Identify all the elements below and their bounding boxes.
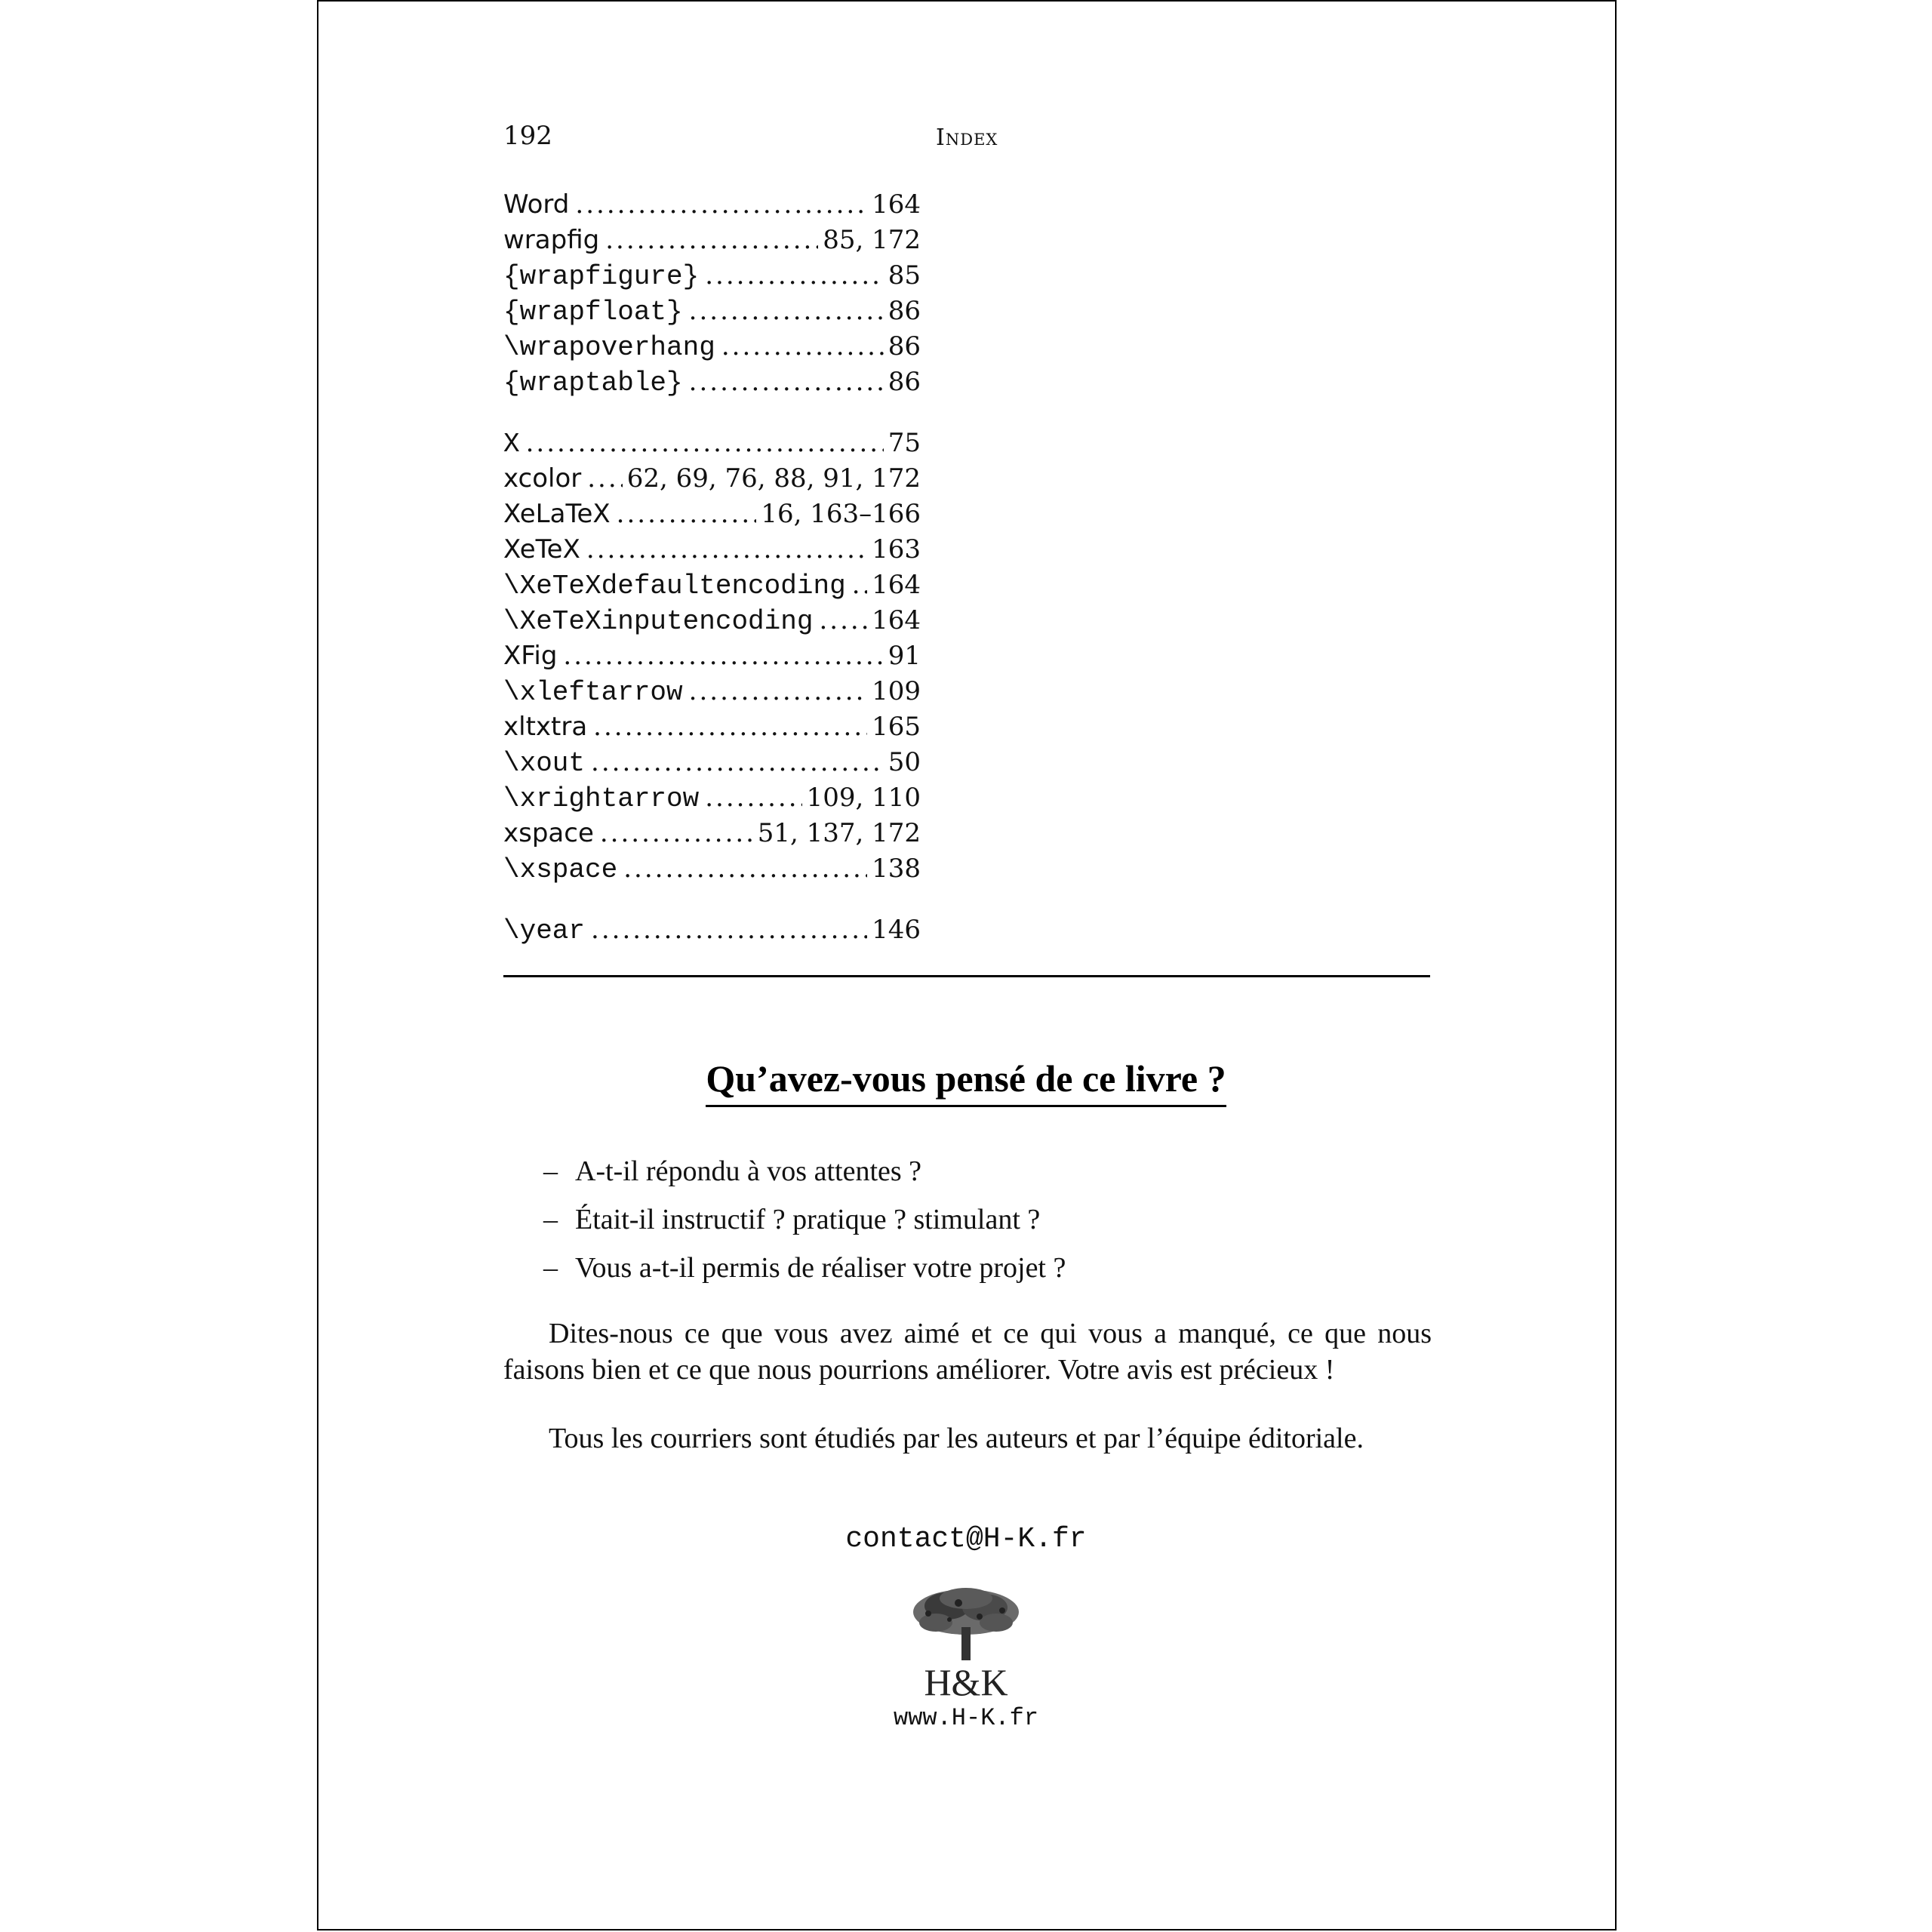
index-pages: 85	[888, 260, 921, 291]
index-entry	[503, 709, 921, 745]
index-term: \wrapoverhang	[503, 332, 715, 363]
index-pages: 85, 172	[823, 225, 921, 255]
index-term: \xleftarrow	[503, 677, 683, 708]
dot-leader	[526, 426, 884, 461]
feedback-heading-wrap	[0, 1057, 1932, 1107]
index-pages: 51, 137, 172	[757, 818, 921, 848]
index-term: xltxtra	[503, 712, 588, 742]
index-pages: 164	[872, 570, 921, 600]
index-term: X	[503, 429, 520, 460]
index-pages: 138	[872, 854, 921, 884]
index-group	[503, 426, 921, 887]
dot-leader	[721, 329, 884, 365]
dot-leader	[689, 294, 884, 329]
list-item: – Vous a-t-il permis de réaliser votre projet ?	[543, 1252, 1066, 1284]
list-item: – A-t-il répondu à vos attentes ?	[543, 1155, 922, 1187]
dot-leader	[587, 461, 622, 497]
dot-leader	[705, 258, 883, 294]
index-entry	[503, 674, 921, 709]
index-entry	[503, 532, 921, 568]
index-pages: 164	[872, 189, 921, 220]
index-term: {wraptable}	[503, 368, 683, 398]
index-entry	[503, 912, 921, 948]
index-term: \xrightarrow	[503, 783, 700, 814]
index-pages: 50	[888, 747, 921, 777]
index-pages: 109, 110	[806, 783, 921, 813]
dot-leader	[689, 674, 867, 709]
dot-leader	[575, 187, 867, 223]
editorial-paragraph: Tous les courriers sont étudiés par les auteurs et par l’équipe éditoriale.	[549, 1423, 1364, 1454]
index-term: wrapfig	[503, 225, 600, 255]
dot-leader	[600, 816, 753, 851]
index-pages: 86	[888, 367, 921, 397]
index-pages: 86	[888, 331, 921, 361]
publisher-website[interactable]: www.H-K.fr	[893, 1704, 1039, 1732]
index-term: \year	[503, 915, 586, 946]
index-pages: 163	[872, 534, 921, 565]
running-header: Index	[936, 125, 998, 151]
index-group	[503, 187, 921, 400]
list-item: – Était-il instructif ? pratique ? stimulant ?	[543, 1204, 1041, 1235]
dot-leader	[563, 638, 883, 674]
feedback-paragraph: Dites-nous ce que vous avez aimé et ce qui vous a manqué, ce que nous faisons bien et ce que nous pourrions améliorer. Votre avis est précieux !	[503, 1318, 1432, 1386]
index-entry	[503, 851, 921, 887]
index-pages: 62, 69, 76, 88, 91, 172	[626, 463, 921, 494]
index-term: xspace	[503, 818, 594, 848]
index-pages: 75	[888, 428, 921, 458]
index-entry	[503, 638, 921, 674]
dot-leader	[605, 223, 818, 258]
dot-leader	[586, 532, 867, 568]
index-entry	[503, 426, 921, 461]
dot-leader	[819, 603, 867, 638]
index-term: xcolor	[503, 463, 582, 494]
index-term: {wrapfloat}	[503, 297, 683, 328]
contact-email[interactable]: contact@H-K.fr	[845, 1523, 1087, 1555]
index-term: \XeTeXdefaultencoding	[503, 571, 846, 601]
dot-leader	[705, 780, 801, 816]
index-pages: 164	[872, 605, 921, 635]
divider	[503, 975, 1430, 977]
index-entry	[503, 223, 921, 258]
index-entry	[503, 603, 921, 638]
index-entry	[503, 187, 921, 223]
feedback-title: Qu’avez-vous pensé de ce livre ?	[706, 1057, 1226, 1107]
index-entry	[503, 780, 921, 816]
dot-leader	[591, 912, 867, 948]
index-entry	[503, 816, 921, 851]
index-pages: 146	[872, 915, 921, 945]
page-number: 192	[503, 121, 552, 151]
index-term: XeTeX	[503, 534, 580, 565]
index-entry	[503, 329, 921, 365]
dot-leader	[852, 568, 867, 603]
publisher-logo	[906, 1583, 1026, 1704]
index-list	[503, 187, 921, 974]
index-entry	[503, 461, 921, 497]
dot-leader	[591, 745, 884, 780]
index-pages: 91	[888, 641, 921, 671]
index-entry	[503, 497, 921, 532]
index-term: \XeTeXinputencoding	[503, 606, 814, 637]
index-group	[503, 912, 921, 948]
index-entry	[503, 365, 921, 400]
index-entry	[503, 745, 921, 780]
question-list	[543, 1147, 1066, 1292]
index-term: XFig	[503, 641, 558, 671]
dot-leader	[689, 365, 884, 400]
index-entry	[503, 258, 921, 294]
dot-leader	[623, 851, 867, 887]
index-entry	[503, 294, 921, 329]
tree-icon	[913, 1588, 1019, 1660]
index-term: \xout	[503, 748, 586, 779]
index-pages: 109	[872, 676, 921, 706]
index-pages: 16, 163–166	[761, 499, 921, 529]
index-term: XeLaTeX	[503, 499, 611, 529]
dot-leader	[593, 709, 867, 745]
dot-leader	[617, 497, 757, 532]
index-pages: 86	[888, 296, 921, 326]
index-term: Word	[503, 189, 570, 220]
index-pages: 165	[872, 712, 921, 742]
index-term: \xspace	[503, 854, 618, 885]
index-term: {wrapfigure}	[503, 261, 700, 292]
index-entry	[503, 568, 921, 603]
logo-text: H&K	[924, 1661, 1008, 1703]
